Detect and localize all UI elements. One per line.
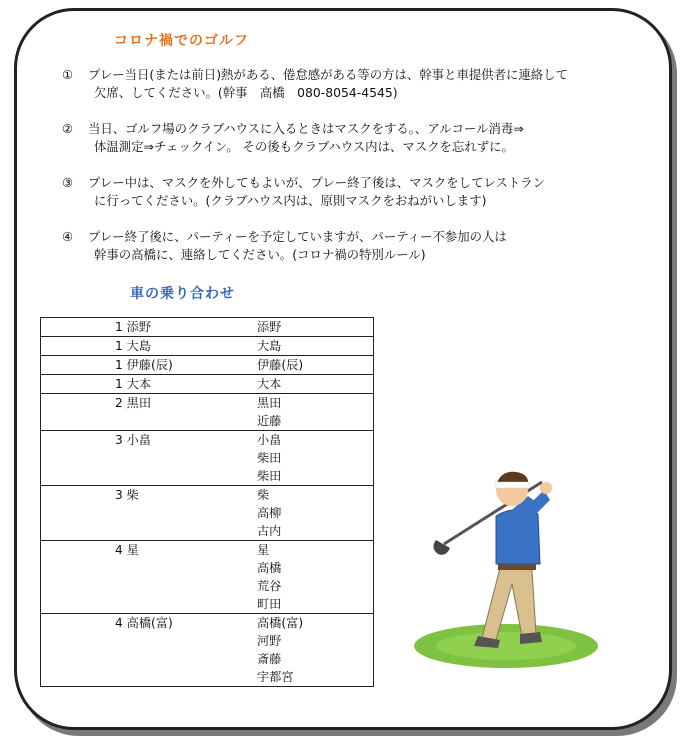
rule-line: に行ってください。(クラブハウス内は、原則マスクをおねがいします): [94, 193, 487, 208]
driver-cell: 2 黒田: [41, 394, 258, 431]
driver-cell: 4 高橋(富): [41, 614, 258, 687]
member-name: 斎藤: [257, 652, 282, 666]
member-name: 柴: [257, 488, 270, 502]
member-name: 添野: [257, 320, 282, 334]
rules-list: [62, 66, 662, 282]
driver-cell: 4 星: [41, 541, 258, 614]
member-name: 近藤: [257, 414, 282, 428]
carpool-row: [41, 486, 374, 541]
member-name: 星: [257, 543, 270, 557]
rule-item: [62, 174, 662, 210]
page-title: コロナ禍でのゴルフ: [114, 33, 249, 49]
member-name: 高橋(富): [257, 616, 304, 630]
member-name: 大本: [257, 377, 282, 391]
member-name: 古内: [257, 524, 282, 538]
rule-line: 幹事の高橋に、連絡してください。(コロナ禍の特別ルール): [94, 247, 426, 262]
member-name: 大島: [257, 339, 282, 353]
member-name: 伊藤(辰): [257, 358, 304, 372]
members-cell: [257, 431, 374, 486]
member-name: 小畠: [257, 433, 282, 447]
members-cell: [257, 614, 374, 687]
rule-item: [62, 66, 662, 102]
members-cell: [257, 318, 374, 337]
carpool-row: [41, 614, 374, 687]
rule-line: 当日、ゴルフ場のクラブハウスに入るときはマスクをする。、アルコール消毒⇒: [87, 121, 524, 136]
carpool-table: [40, 317, 374, 687]
member-name: 町田: [257, 597, 282, 611]
driver-cell: 1 伊藤(辰): [41, 356, 258, 375]
rule-number: ①: [62, 67, 74, 82]
rule-number: ②: [62, 121, 74, 136]
member-name: 高柳: [257, 506, 282, 520]
members-cell: [257, 541, 374, 614]
driver-cell: 3 小畠: [41, 431, 258, 486]
carpool-row: [41, 337, 374, 356]
member-name: 柴田: [257, 469, 282, 483]
rule-line: プレー当日(または前日)熱がある、倦怠感がある等の方は、幹事と車提供者に連絡して: [87, 67, 568, 82]
rule-line: 体温測定⇒チェックイン。 その後もクラブハウス内は、マスクを忘れずに。: [94, 139, 514, 154]
carpool-row: [41, 541, 374, 614]
members-cell: [257, 337, 374, 356]
member-name: 宇都宮: [257, 670, 294, 684]
member-name: 柴田: [257, 451, 282, 465]
members-cell: [257, 486, 374, 541]
carpool-row: [41, 375, 374, 394]
carpool-row: [41, 318, 374, 337]
rule-number: ③: [62, 175, 74, 190]
driver-cell: 3 柴: [41, 486, 258, 541]
members-cell: [257, 375, 374, 394]
driver-cell: 1 大本: [41, 375, 258, 394]
golfer-illustration: [412, 460, 602, 672]
driver-cell: 1 大島: [41, 337, 258, 356]
members-cell: [257, 394, 374, 431]
carpool-title: 車の乗り合わせ: [130, 286, 235, 302]
rule-line: プレー終了後に、パーティーを予定していますが、パーティー不参加の人は: [87, 229, 507, 244]
rule-item: [62, 120, 662, 156]
members-cell: [257, 356, 374, 375]
driver-cell: 1 添野: [41, 318, 258, 337]
member-name: 河野: [257, 634, 282, 648]
member-name: 黒田: [257, 396, 282, 410]
member-name: 高橋: [257, 561, 282, 575]
rule-line: プレー中は、マスクを外してもよいが、プレー終了後は、マスクをしてレストラン: [87, 175, 546, 190]
carpool-row: [41, 394, 374, 431]
carpool-row: [41, 356, 374, 375]
member-name: 荒谷: [257, 579, 282, 593]
rule-item: [62, 228, 662, 264]
carpool-row: [41, 431, 374, 486]
rule-line: 欠席、してください。(幹事 高橋 080-8054-4545): [94, 85, 398, 100]
rule-number: ④: [62, 229, 74, 244]
